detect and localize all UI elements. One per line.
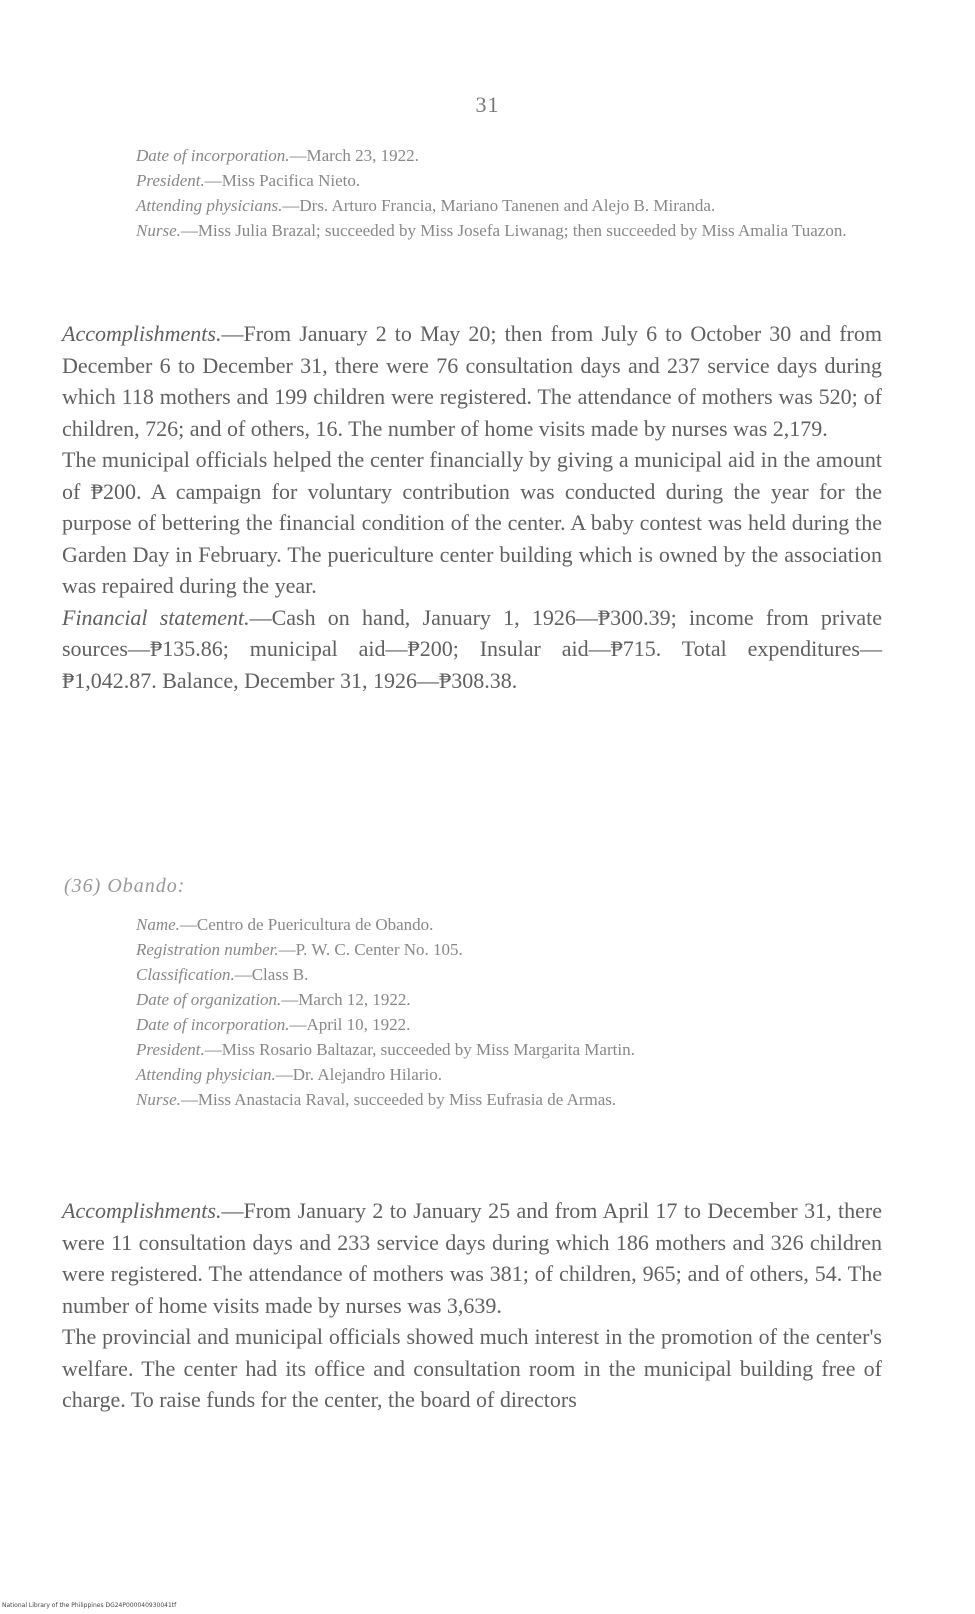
meta-value: —April 10, 1922. bbox=[289, 1015, 411, 1034]
meta-line bbox=[136, 1087, 896, 1112]
meta-line bbox=[136, 912, 896, 937]
meta-value: —Drs. Arturo Francia, Mariano Tanenen and Alejo B. Miranda. bbox=[282, 196, 716, 215]
meta-line bbox=[136, 937, 896, 962]
meta-label: Registration number. bbox=[136, 940, 279, 959]
paragraph-text: —From January 2 to January 25 and from April 17 to December 31, there were 11 consultation days and 233 service days during which 186 mothers and 326 children were registered. The attendance of mothers was 381; of children, 965; and of others, 54. The number of home visits made by nurses was 3,639. bbox=[62, 1198, 882, 1318]
meta-value: —Miss Julia Brazal; succeeded by Miss Josefa Liwanag; then succeeded by Miss Amalia Tuazon. bbox=[180, 221, 847, 240]
meta-value: —P. W. C. Center No. 105. bbox=[278, 940, 463, 959]
meta-line bbox=[136, 193, 896, 218]
paragraph-text: —Cash on hand, January 1, 1926—₱300.39; income from private sources—₱135.86; municipal aid—₱200; Insular aid—₱715. Total expenditures—₱1,042.87. Balance, December 31, 1926—₱308.38. bbox=[62, 604, 882, 693]
meta-value: —Miss Anastacia Raval, succeeded by Miss Eufrasia de Armas. bbox=[180, 1090, 617, 1109]
meta-label: Date of organization. bbox=[136, 990, 282, 1009]
paragraph-accomplishments bbox=[62, 318, 882, 444]
meta-line bbox=[136, 1062, 896, 1087]
meta-line bbox=[136, 1012, 896, 1037]
section2-meta bbox=[136, 912, 896, 1112]
meta-label: Date of incorporation. bbox=[136, 1015, 290, 1034]
meta-line bbox=[136, 218, 896, 243]
meta-value: —March 12, 1922. bbox=[281, 990, 411, 1009]
paragraph-financial-statement bbox=[62, 602, 882, 697]
paragraph-municipal-aid bbox=[62, 444, 882, 602]
paragraph-lead: Accomplishments. bbox=[62, 1198, 222, 1223]
section-heading-obando: (36) Obando: bbox=[64, 875, 186, 897]
meta-value: —Centro de Puericultura de Obando. bbox=[179, 915, 434, 934]
meta-line bbox=[136, 143, 896, 168]
meta-label: Attending physicians. bbox=[136, 196, 283, 215]
section1-body bbox=[62, 318, 882, 696]
paragraph-lead: Financial statement. bbox=[62, 604, 250, 630]
section2-body bbox=[62, 1195, 882, 1416]
meta-value: —Miss Pacifica Nieto. bbox=[204, 171, 361, 190]
meta-value: —Miss Rosario Baltazar, succeeded by Miss Margarita Martin. bbox=[204, 1040, 635, 1059]
meta-line bbox=[136, 1037, 896, 1062]
meta-line bbox=[136, 987, 896, 1012]
meta-line bbox=[136, 168, 896, 193]
paragraph-lead: Accomplishments. bbox=[62, 321, 222, 346]
meta-label: Classification. bbox=[136, 965, 235, 984]
meta-label: Date of incorporation. bbox=[136, 146, 290, 165]
page-number: 31 bbox=[475, 92, 500, 117]
meta-label: Attending physician. bbox=[136, 1065, 276, 1084]
paragraph-text: —From January 2 to May 20; then from July 6 to October 30 and from December 6 to December 31, there were 76 consultation days and 237 service days during which 118 mothers and 199 children were registered. The attendance of mothers was 520; of children, 726; and of others, 16. The number of home visits made by nurses was 2,179. bbox=[62, 321, 882, 441]
paragraph-text: The provincial and municipal officials showed much interest in the promotion of the center's welfare. The center had its office and consultation room in the municipal building free of charge. To raise funds for the center, the board of directors bbox=[62, 1324, 882, 1412]
paragraph-officials-interest bbox=[62, 1321, 882, 1416]
meta-value: —Dr. Alejandro Hilario. bbox=[275, 1065, 442, 1084]
section1-meta bbox=[136, 143, 896, 243]
meta-label: Name. bbox=[136, 915, 180, 934]
meta-label: Nurse. bbox=[136, 221, 181, 240]
footer-note: National Library of the Philippines DG24P000040930041tf bbox=[2, 1602, 177, 1609]
meta-label: President. bbox=[136, 171, 205, 190]
meta-label: President. bbox=[136, 1040, 205, 1059]
paragraph-text: The municipal officials helped the center financially by giving a municipal aid in the amount of ₱200. A campaign for voluntary contribution was conducted during the year for the purpose of bettering the financial condition of the center. A baby contest was held during the Garden Day in February. The puericulture center building which is owned by the association was repaired during the year. bbox=[62, 447, 882, 598]
meta-value: —March 23, 1922. bbox=[289, 146, 419, 165]
paragraph-accomplishments bbox=[62, 1195, 882, 1321]
meta-label: Nurse. bbox=[136, 1090, 181, 1109]
meta-line bbox=[136, 962, 896, 987]
meta-value: —Class B. bbox=[234, 965, 309, 984]
